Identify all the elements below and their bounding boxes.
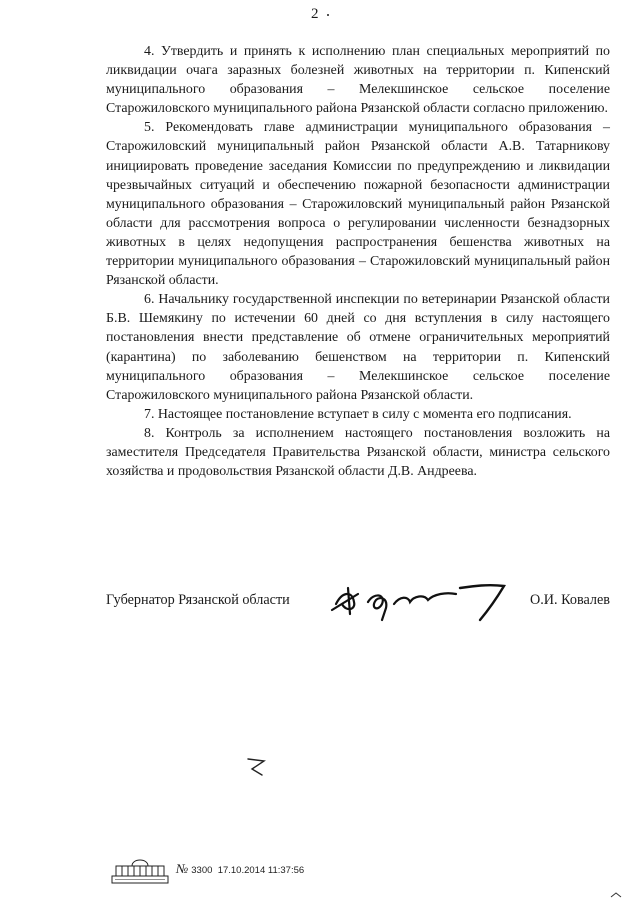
document-footer [110, 856, 510, 886]
registration-stamp [176, 861, 304, 877]
signatory-name: О.И. Ковалев [530, 592, 610, 608]
page-number-dot [327, 14, 329, 16]
pen-mark-icon [246, 755, 268, 777]
document-body [106, 42, 610, 481]
paragraph-item-6: 6. Начальнику государственной инспекции по ветеринарии Рязанской области Б.В. Шемякину по истечении 60 дней со дня вступления в силу настоящего постановления внести представление об отмене ограничительных мероприятий (карантина) по заболеванию бешенством на территории п. Кипенский муниципального образования – Мелекшинское сельское поселение Старожиловского муниципального района Рязанской области. [106, 292, 610, 403]
signature-block [106, 574, 610, 624]
paragraph-item-5: 5. Рекомендовать главе администрации муниципального образования – Старожиловский муниципальный район Рязанской области А.В. Татарникову инициировать проведение заседания Комиссии по предупреждению и ликвидации чрезвычайных ситуаций и обеспечению пожарной безопасности администрации муниципального образования – Старожиловский муниципальный район Рязанской области для рассмотрения вопроса о регулировании численности безнадзорных животных в целях недопущения распространения бешенства животных на территории муниципального образования – Старожиловский муниципальный район Рязанской области. [106, 120, 610, 289]
handwritten-signature [328, 574, 512, 624]
corner-mark-icon [610, 891, 622, 899]
registration-timestamp: 17.10.2014 11:37:56 [217, 865, 305, 876]
paragraph-item-7: 7. Настоящее постановление вступает в силу с момента его подписания. [144, 406, 572, 422]
registry-logo-icon [110, 856, 170, 886]
paragraph-item-8: 8. Контроль за исполнением настоящего постановления возложить на заместителя Председателя Правительства Рязанской области, министра сельского хозяйства и продовольствия Рязанской области Д.В. Андреева. [106, 425, 610, 480]
document-number: 3300 [191, 865, 213, 876]
page-number [0, 6, 640, 23]
paragraph-item-4: 4. Утвердить и принять к исполнению план специальных мероприятий по ликвидации очага заразных болезней животных на территории п. Кипенский муниципального образования – Мелекшинское сельское поселение Старожиловского муниципального района Рязанской области согласно приложению. [106, 44, 610, 117]
signatory-title: Губернатор Рязанской области [106, 592, 290, 608]
page-number-text: 2 [311, 6, 319, 22]
number-sign: № [176, 861, 189, 876]
